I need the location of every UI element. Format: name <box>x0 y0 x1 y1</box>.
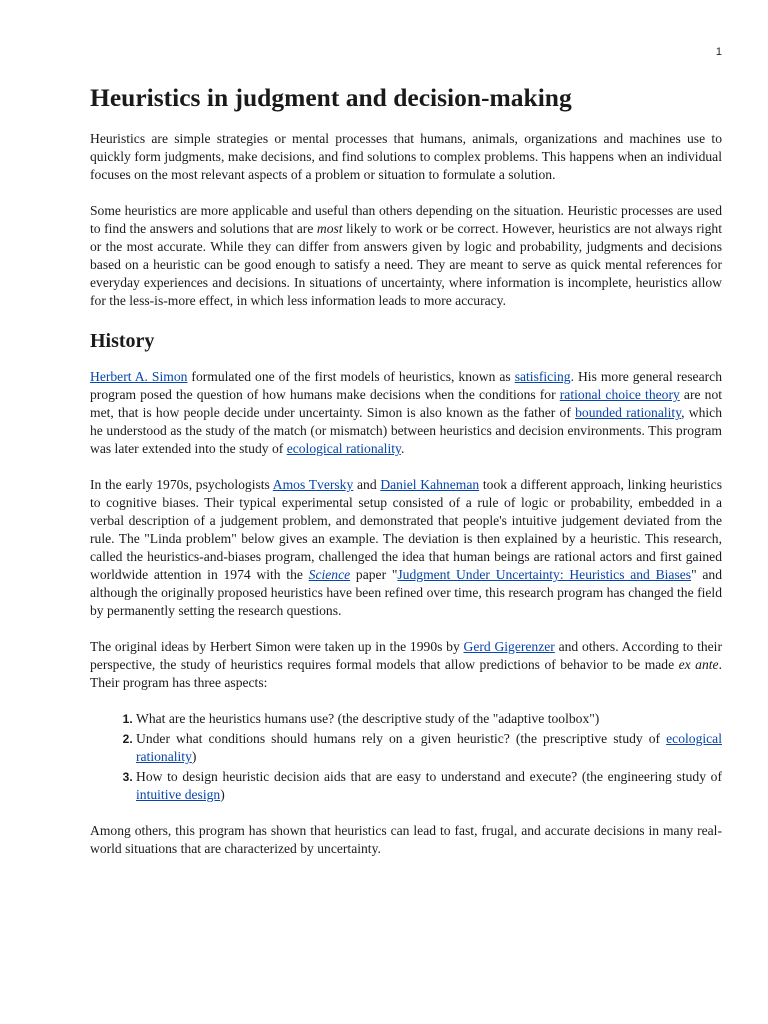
link-daniel-kahneman[interactable]: Daniel Kahneman <box>380 477 480 492</box>
text-run: took a different approach, linking heuristics to cognitive biases. Their typical experimental setup consisted of a rule of logic or probability, embedded in a verbal description of a judgement problem, and demonstrated that people's intuitive judgement deviated from the rule. The "Linda problem" below gives an example. The deviation is then explained by a heuristic. This research, called the heuristics-and-biases program, challenged the idea that human beings are rational actors and first gained worldwide attention in 1974 with the <box>90 477 722 582</box>
aspects-list <box>90 710 722 804</box>
list-item <box>136 730 722 766</box>
link-judgment-under-uncertainty[interactable]: Judgment Under Uncertainty: Heuristics and Biases <box>397 567 692 582</box>
history-paragraph-3 <box>90 638 722 692</box>
link-satisficing[interactable]: satisficing <box>514 369 571 384</box>
text-run: , which he understood as the study of the match (or mismatch) between heuristics and decision environments. This program was later extended into the study of <box>90 405 722 456</box>
emphasis: most <box>316 221 343 236</box>
text-run: Some heuristics are more applicable and useful than others depending on the situation. Heuristic processes are used to find the answers and solutions that are <box>90 203 722 236</box>
link-science[interactable] <box>309 567 351 582</box>
list-item: 1. What are the heuristics humans use? (the descriptive study of the "adaptive toolbox") <box>136 710 722 728</box>
text-run: Under what conditions should humans rely on a given heuristic? (the prescriptive study of <box>136 731 667 746</box>
link-intuitive-design[interactable]: intuitive design <box>136 787 221 802</box>
link-ecological-rationality[interactable]: ecological rationality <box>136 731 722 764</box>
emphasis: ex ante <box>678 657 719 672</box>
intro-paragraph-1: Heuristics are simple strategies or mental processes that humans, animals, organizations and machines use to quickly form judgments, make decisions, and find solutions to complex problems. This happens when an individual focuses on the most relevant aspects of a problem or situation to formulate a solution. <box>90 131 722 182</box>
text-run: are not met, that is how people decide under uncertainty. Simon is also known as the father of <box>90 387 723 420</box>
intro-paragraph-2 <box>90 202 722 310</box>
link-herbert-simon[interactable]: Herbert A. Simon <box>90 369 188 384</box>
emphasis: Science <box>308 567 351 582</box>
text-run: and <box>353 477 381 492</box>
text-run: . His more general research program posed the question of how humans make decisions when the conditions for <box>90 369 722 402</box>
page-number: 1 <box>715 46 722 58</box>
link-ecological-rationality[interactable]: ecological rationality <box>286 441 401 456</box>
list-item <box>136 768 722 804</box>
text-run: paper " <box>350 567 398 582</box>
text-run: . <box>400 441 405 456</box>
text-run: . Their program has three aspects: <box>90 657 722 690</box>
text-run: likely to work or be correct. However, heuristics are not always right or the most accurate. While they can differ from answers given by logic and probability, judgments and decisions based on a heuristic can be good enough to satisfy a need. They are meant to serve as quick mental references for everyday experiences and decisions. In situations of uncertainty, where information is incomplete, heuristics allow for the less-is-more effect, in which less information leads to more accuracy. <box>90 221 722 308</box>
text-run: ) <box>220 787 225 802</box>
text-run: In the early 1970s, psychologists <box>90 477 273 492</box>
text-run: ) <box>191 749 197 764</box>
link-bounded-rationality[interactable]: bounded rationality <box>575 405 682 420</box>
link-gerd-gigerenzer[interactable]: Gerd Gigerenzer <box>463 639 555 654</box>
text-run: " and although the originally proposed heuristics have been refined over time, this research program has changed the field by permanently setting the research questions. <box>90 567 722 618</box>
text-run: and others. According to their perspective, the study of heuristics requires formal models that allow predictions of behavior to be made <box>90 639 722 672</box>
history-paragraph-2 <box>90 476 722 620</box>
history-paragraph-4: Among others, this program has shown that heuristics can lead to fast, frugal, and accurate decisions in many real-world situations that are characterized by uncertainty. <box>90 823 722 856</box>
page-title: Heuristics in judgment and decision-making <box>90 83 572 112</box>
section-heading-history: History <box>90 330 155 352</box>
link-amos-tversky[interactable]: Amos Tversky <box>272 477 354 492</box>
link-rational-choice-theory[interactable]: rational choice theory <box>559 387 680 402</box>
history-paragraph-1 <box>90 368 722 458</box>
article-body <box>90 82 722 876</box>
text-run: formulated one of the first models of heuristics, known as <box>187 369 515 384</box>
text-run: The original ideas by Herbert Simon were taken up in the 1990s by <box>90 639 464 654</box>
text-run: How to design heuristic decision aids that are easy to understand and execute? (the engineering study of <box>136 769 722 784</box>
